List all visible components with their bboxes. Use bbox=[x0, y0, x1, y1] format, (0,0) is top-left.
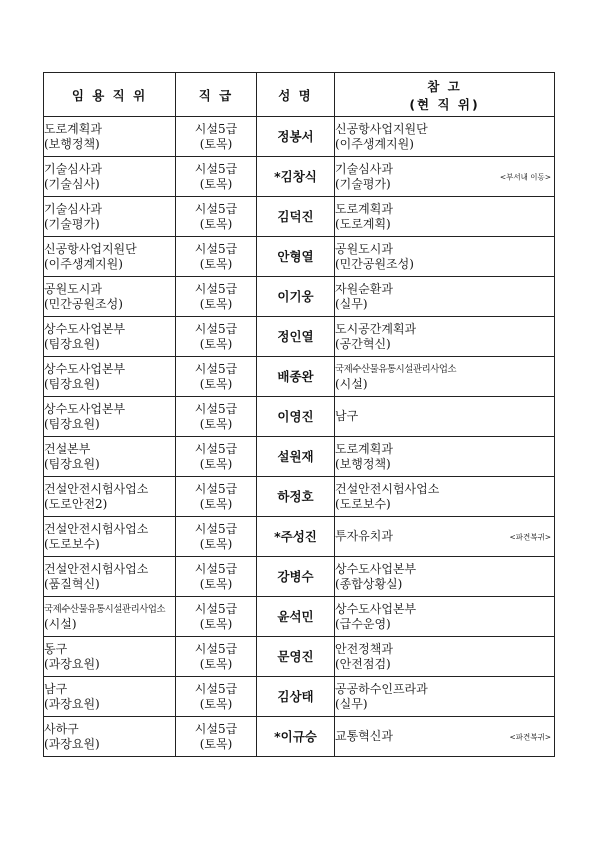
grade-level: 시설5급 bbox=[194, 401, 238, 416]
grade-level: 시설5급 bbox=[194, 681, 238, 696]
position-duty: (팀장요원) bbox=[44, 416, 100, 431]
person-name: 하정호 bbox=[257, 477, 335, 517]
reference-cell bbox=[335, 357, 555, 397]
grade-series: (토목) bbox=[199, 536, 233, 551]
current-duty: (공간혁신) bbox=[335, 336, 391, 351]
grade-level: 시설5급 bbox=[194, 321, 238, 336]
grade-series: (토목) bbox=[199, 256, 233, 271]
position-cell bbox=[44, 437, 176, 477]
position-name: 도로계획과 bbox=[44, 121, 102, 136]
table-row bbox=[44, 237, 555, 277]
current-duty: (안전점검) bbox=[335, 656, 391, 671]
person-name: *김창식 bbox=[257, 157, 335, 197]
grade-series: (토목) bbox=[199, 416, 233, 431]
grade-cell bbox=[176, 317, 257, 357]
position-name: 상수도사업본부 bbox=[44, 401, 126, 416]
current-duty: (기술평가) bbox=[335, 176, 391, 191]
grade-series: (토목) bbox=[199, 496, 233, 511]
current-department: 도로계획과 bbox=[335, 201, 393, 216]
current-department: 자원순환과 bbox=[335, 281, 393, 296]
current-department: 투자유치과 bbox=[335, 529, 393, 543]
person-name: 윤석민 bbox=[257, 597, 335, 637]
position-cell bbox=[44, 197, 176, 237]
person-name: *주성진 bbox=[257, 517, 335, 557]
transfer-note: <부서내 이동> bbox=[499, 172, 551, 181]
position-name: 기술심사과 bbox=[44, 161, 102, 176]
grade-level: 시설5급 bbox=[194, 201, 238, 216]
grade-level: 시설5급 bbox=[194, 281, 238, 296]
transfer-note: <파견복귀> bbox=[509, 732, 551, 741]
table-row bbox=[44, 437, 555, 477]
position-name: 건설안전시험사업소 bbox=[44, 521, 149, 536]
grade-series: (토목) bbox=[199, 176, 233, 191]
position-duty: (이주생계지원) bbox=[44, 256, 123, 271]
table-row bbox=[44, 277, 555, 317]
grade-series: (토목) bbox=[199, 296, 233, 311]
position-name: 상수도사업본부 bbox=[44, 361, 126, 376]
grade-cell bbox=[176, 197, 257, 237]
position-duty: (과장요원) bbox=[44, 696, 100, 711]
person-name: 배종완 bbox=[257, 357, 335, 397]
grade-cell bbox=[176, 477, 257, 517]
reference-cell bbox=[335, 637, 555, 677]
person-name: 강병수 bbox=[257, 557, 335, 597]
current-department: 상수도사업본부 bbox=[335, 561, 417, 576]
position-name: 건설안전시험사업소 bbox=[44, 561, 149, 576]
header-row bbox=[44, 73, 555, 117]
grade-level: 시설5급 bbox=[194, 481, 238, 496]
grade-cell bbox=[176, 237, 257, 277]
position-cell bbox=[44, 317, 176, 357]
header-grade: 직 급 bbox=[176, 73, 257, 117]
current-duty: (도로계획) bbox=[335, 216, 391, 231]
position-cell bbox=[44, 357, 176, 397]
table-row bbox=[44, 157, 555, 197]
position-name: 건설본부 bbox=[44, 441, 91, 456]
position-cell bbox=[44, 677, 176, 717]
reference-cell bbox=[335, 677, 555, 717]
table-body bbox=[44, 117, 555, 757]
grade-series: (토목) bbox=[199, 456, 233, 471]
current-department: 건설안전시험사업소 bbox=[335, 481, 440, 496]
position-duty: (기술평가) bbox=[44, 216, 100, 231]
grade-series: (토목) bbox=[199, 216, 233, 231]
reference-cell bbox=[335, 597, 555, 637]
grade-series: (토목) bbox=[199, 616, 233, 631]
position-duty: (과장요원) bbox=[44, 736, 100, 751]
current-duty: (보행정책) bbox=[335, 456, 391, 471]
reference-cell bbox=[335, 437, 555, 477]
grade-level: 시설5급 bbox=[194, 521, 238, 536]
grade-cell bbox=[176, 517, 257, 557]
position-duty: (도로보수) bbox=[44, 536, 100, 551]
current-department: 도시공간계획과 bbox=[335, 321, 417, 336]
grade-series: (토목) bbox=[199, 576, 233, 591]
reference-cell bbox=[335, 477, 555, 517]
grade-cell bbox=[176, 277, 257, 317]
grade-level: 시설5급 bbox=[194, 161, 238, 176]
person-name: 김덕진 bbox=[257, 197, 335, 237]
position-duty: (보행정책) bbox=[44, 136, 100, 151]
current-duty: (급수운영) bbox=[335, 616, 391, 631]
table-row bbox=[44, 117, 555, 157]
current-department: 도로계획과 bbox=[335, 441, 393, 456]
position-duty: (기술심사) bbox=[44, 176, 100, 191]
current-department: 남구 bbox=[335, 409, 359, 423]
table-row bbox=[44, 677, 555, 717]
grade-cell bbox=[176, 557, 257, 597]
position-duty: (과장요원) bbox=[44, 656, 100, 671]
position-cell bbox=[44, 517, 176, 557]
reference-cell bbox=[335, 157, 555, 197]
grade-level: 시설5급 bbox=[194, 721, 238, 736]
person-name: 김상태 bbox=[257, 677, 335, 717]
current-department: 공원도시과 bbox=[335, 241, 393, 256]
current-department: 교통혁신과 bbox=[335, 729, 393, 743]
grade-level: 시설5급 bbox=[194, 641, 238, 656]
grade-level: 시설5급 bbox=[194, 601, 238, 616]
grade-series: (토목) bbox=[199, 656, 233, 671]
position-cell bbox=[44, 117, 176, 157]
position-name: 남구 bbox=[44, 681, 68, 696]
position-name: 사하구 bbox=[44, 721, 79, 736]
reference-cell bbox=[335, 557, 555, 597]
grade-series: (토목) bbox=[199, 696, 233, 711]
position-name: 기술심사과 bbox=[44, 201, 102, 216]
position-cell bbox=[44, 397, 176, 437]
grade-level: 시설5급 bbox=[194, 121, 238, 136]
position-duty: (팀장요원) bbox=[44, 336, 100, 351]
grade-series: (토목) bbox=[199, 136, 233, 151]
grade-cell bbox=[176, 397, 257, 437]
reference-cell bbox=[335, 277, 555, 317]
position-cell bbox=[44, 157, 176, 197]
position-duty: (민간공원조성) bbox=[44, 296, 123, 311]
position-duty: (팀장요원) bbox=[44, 376, 100, 391]
current-duty: (실무) bbox=[335, 696, 368, 711]
position-cell bbox=[44, 477, 176, 517]
position-duty: (도로안전2) bbox=[44, 496, 108, 511]
transfer-note: <파견복귀> bbox=[509, 532, 551, 541]
header-reference-title: 참 고 bbox=[427, 78, 462, 94]
current-duty: (도로보수) bbox=[335, 496, 391, 511]
current-duty: (종합상황실) bbox=[335, 576, 403, 591]
person-name: *이규승 bbox=[257, 717, 335, 757]
table-row bbox=[44, 517, 555, 557]
position-cell bbox=[44, 717, 176, 757]
table-row bbox=[44, 317, 555, 357]
grade-cell bbox=[176, 157, 257, 197]
appointment-table bbox=[43, 72, 555, 757]
person-name: 이영진 bbox=[257, 397, 335, 437]
position-name: 신공항사업지원단 bbox=[44, 241, 137, 256]
table-row bbox=[44, 597, 555, 637]
position-duty: (팀장요원) bbox=[44, 456, 100, 471]
grade-series: (토목) bbox=[199, 336, 233, 351]
grade-series: (토목) bbox=[199, 736, 233, 751]
current-department: 안전정책과 bbox=[335, 641, 393, 656]
position-duty: (시설) bbox=[44, 616, 77, 631]
current-duty: (실무) bbox=[335, 296, 368, 311]
grade-cell bbox=[176, 357, 257, 397]
position-name: 건설안전시험사업소 bbox=[44, 481, 149, 496]
position-cell bbox=[44, 277, 176, 317]
position-cell bbox=[44, 237, 176, 277]
grade-cell bbox=[176, 597, 257, 637]
grade-level: 시설5급 bbox=[194, 361, 238, 376]
table-row bbox=[44, 717, 555, 757]
current-department: 국제수산물유통시설관리사업소 bbox=[335, 363, 457, 375]
grade-level: 시설5급 bbox=[194, 441, 238, 456]
table-row bbox=[44, 357, 555, 397]
person-name: 정인열 bbox=[257, 317, 335, 357]
reference-cell bbox=[335, 397, 555, 437]
table-row bbox=[44, 557, 555, 597]
grade-level: 시설5급 bbox=[194, 241, 238, 256]
reference-cell bbox=[335, 117, 555, 157]
position-name: 공원도시과 bbox=[44, 281, 102, 296]
grade-level: 시설5급 bbox=[194, 561, 238, 576]
reference-cell bbox=[335, 517, 555, 557]
position-cell bbox=[44, 637, 176, 677]
header-name: 성 명 bbox=[257, 73, 335, 117]
grade-cell bbox=[176, 117, 257, 157]
position-name: 상수도사업본부 bbox=[44, 321, 126, 336]
person-name: 정봉서 bbox=[257, 117, 335, 157]
reference-cell bbox=[335, 237, 555, 277]
header-position: 임 용 직 위 bbox=[44, 73, 176, 117]
current-department: 기술심사과 bbox=[335, 161, 393, 176]
current-department: 신공항사업지원단 bbox=[335, 121, 428, 136]
header-reference bbox=[335, 73, 555, 117]
position-duty: (품질혁신) bbox=[44, 576, 100, 591]
current-duty: (이주생계지원) bbox=[335, 136, 414, 151]
grade-cell bbox=[176, 717, 257, 757]
grade-cell bbox=[176, 637, 257, 677]
reference-cell bbox=[335, 197, 555, 237]
current-duty: (시설) bbox=[335, 376, 368, 391]
grade-cell bbox=[176, 677, 257, 717]
header-reference-subtitle: (현 직 위) bbox=[409, 96, 480, 112]
position-name: 국제수산물유통시설관리사업소 bbox=[44, 603, 166, 615]
person-name: 설원재 bbox=[257, 437, 335, 477]
person-name: 안형열 bbox=[257, 237, 335, 277]
current-department: 상수도사업본부 bbox=[335, 601, 417, 616]
reference-cell bbox=[335, 317, 555, 357]
person-name: 이기웅 bbox=[257, 277, 335, 317]
table-row bbox=[44, 197, 555, 237]
table-row bbox=[44, 397, 555, 437]
table-row bbox=[44, 637, 555, 677]
current-department: 공공하수인프라과 bbox=[335, 681, 428, 696]
position-name: 동구 bbox=[44, 641, 68, 656]
grade-series: (토목) bbox=[199, 376, 233, 391]
reference-cell bbox=[335, 717, 555, 757]
person-name: 문영진 bbox=[257, 637, 335, 677]
position-cell bbox=[44, 557, 176, 597]
current-duty: (민간공원조성) bbox=[335, 256, 414, 271]
grade-cell bbox=[176, 437, 257, 477]
table-row bbox=[44, 477, 555, 517]
position-cell bbox=[44, 597, 176, 637]
